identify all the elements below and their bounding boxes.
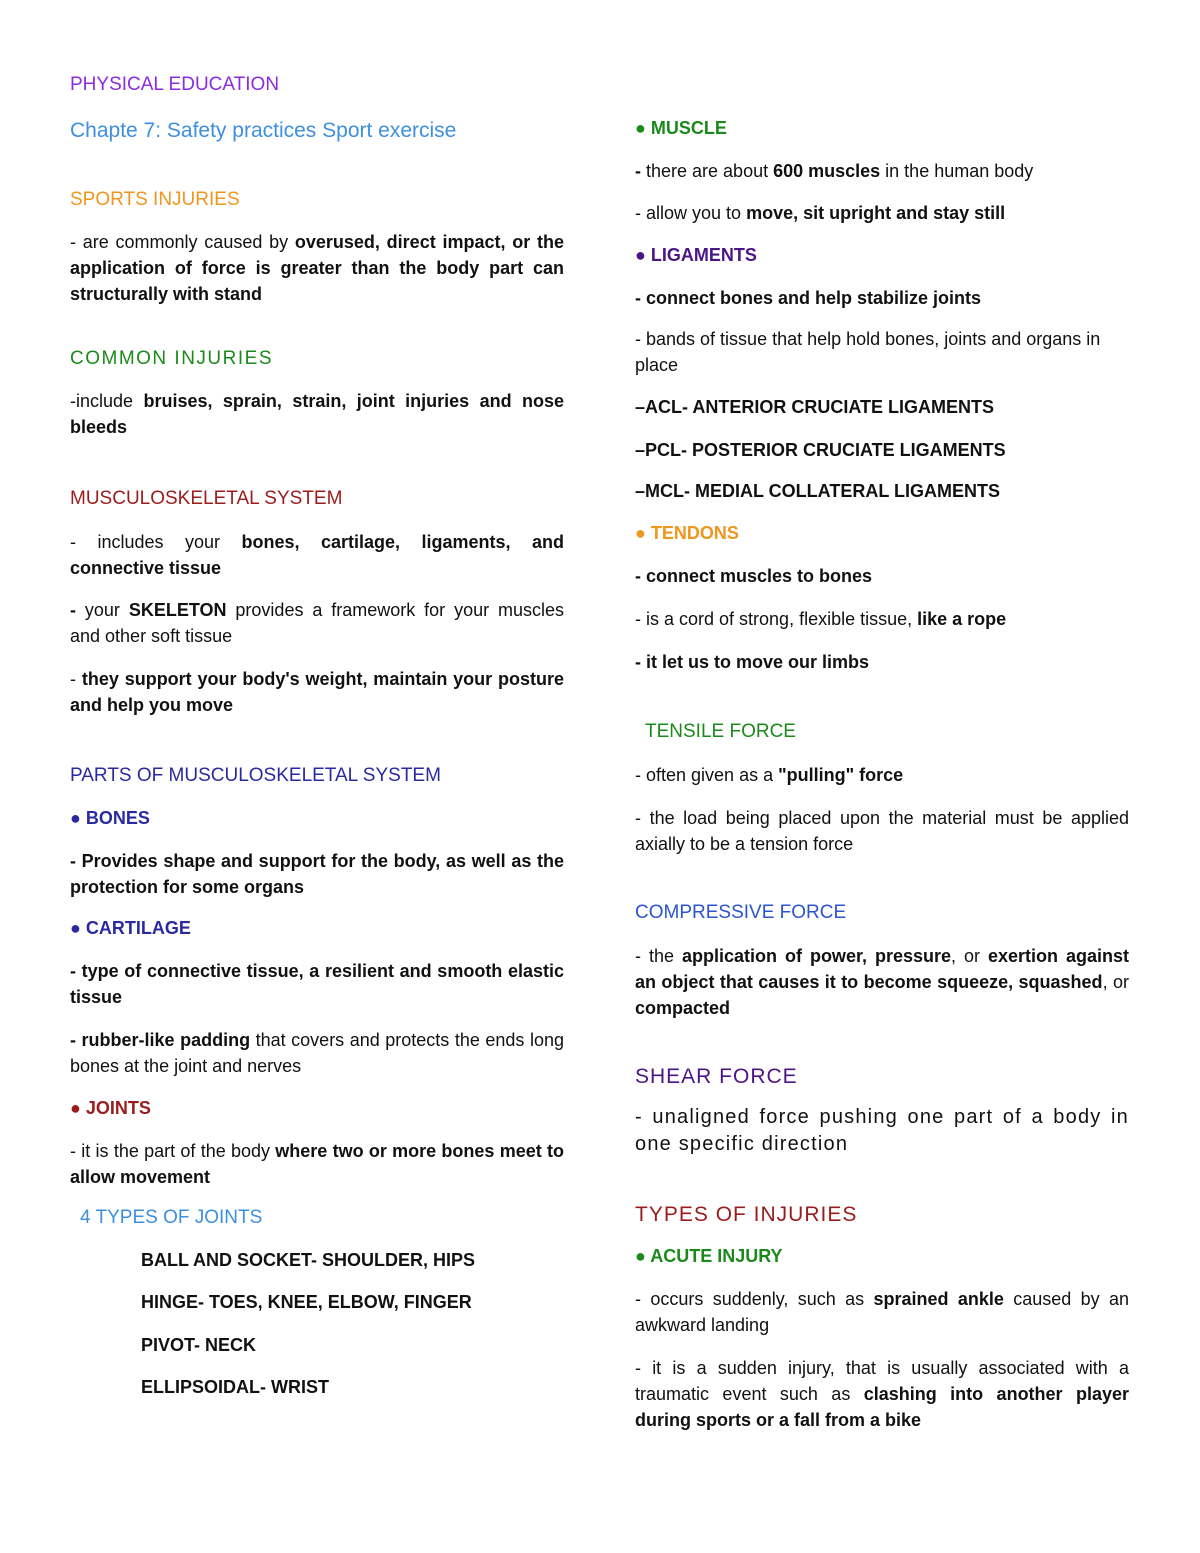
types-of-injuries-heading: TYPES OF INJURIES — [635, 1203, 858, 1226]
musculoskeletal-paragraph-2 — [70, 597, 564, 649]
cartilage-paragraph-1: - type of connective tissue, a resilient and smooth elastic tissue — [70, 961, 564, 1007]
cartilage-paragraph-2 — [70, 1027, 564, 1079]
musculoskeletal-paragraph-3 — [70, 666, 564, 718]
text-run: sprained ankle — [873, 1289, 1004, 1309]
mcl-line: –MCL- MEDIAL COLLATERAL LIGAMENTS — [635, 481, 1000, 501]
ligaments-paragraph-2: - bands of tissue that help hold bones, joints and organs in place — [635, 329, 1101, 375]
muscle-label: ● MUSCLE — [635, 118, 727, 138]
text-run: caused by an awkward landing — [635, 1289, 1129, 1335]
bones-paragraph: - Provides shape and support for the body, as well as the protection for some organs — [70, 851, 564, 897]
tensile-paragraph-1 — [635, 762, 1129, 788]
text-run: , or — [1102, 972, 1129, 992]
joint-type-item: BALL AND SOCKET- SHOULDER, HIPS — [141, 1250, 476, 1270]
text-run: - are commonly caused by — [70, 232, 295, 252]
musculoskeletal-heading: MUSCULOSKELETAL SYSTEM — [70, 488, 343, 509]
joint-type-item: HINGE- TOES, KNEE, ELBOW, FINGER — [141, 1292, 472, 1312]
types-of-joints-heading: 4 TYPES OF JOINTS — [80, 1207, 263, 1228]
cartilage-label: ● CARTILAGE — [70, 918, 191, 938]
joint-type-item: ELLIPSOIDAL- WRIST — [141, 1377, 329, 1397]
text-run: "pulling" force — [778, 765, 904, 785]
joints-paragraph — [70, 1138, 564, 1190]
text-run: SKELETON — [128, 600, 227, 620]
tensile-paragraph-2: - the load being placed upon the material must be applied axially to be a tension force — [635, 808, 1129, 854]
acl-line: –ACL- ANTERIOR CRUCIATE LIGAMENTS — [635, 397, 994, 417]
text-run: - occurs suddenly, such as — [635, 1289, 874, 1309]
text-run: where two or more bones meet to allow movement — [70, 1141, 564, 1187]
text-run: - it is a sudden injury, that is usually associated with a traumatic event such as — [635, 1358, 1129, 1404]
text-run: move, sit upright and stay still — [746, 203, 1006, 223]
text-run: - often given as a — [635, 765, 779, 785]
text-run: in the human body — [880, 161, 1034, 181]
text-run: - — [70, 600, 85, 620]
ligaments-paragraph-1: - connect bones and help stabilize joints — [635, 288, 982, 308]
text-run: - — [635, 161, 646, 181]
pcl-line: –PCL- POSTERIOR CRUCIATE LIGAMENTS — [635, 440, 1006, 460]
acute-paragraph-1 — [635, 1286, 1129, 1338]
text-run: there are about — [646, 161, 774, 181]
common-injuries-paragraph — [70, 388, 564, 440]
ligaments-label: ● LIGAMENTS — [635, 245, 757, 265]
text-run: they support your body's weight, maintain your posture and help you move — [70, 669, 565, 715]
tendons-paragraph-3: - it let us to move our limbs — [635, 652, 870, 672]
parts-heading: PARTS OF MUSCULOSKELETAL SYSTEM — [70, 765, 441, 786]
joint-type-item: PIVOT- NECK — [141, 1335, 257, 1355]
tendons-paragraph-1: - connect muscles to bones — [635, 566, 873, 586]
text-run: overused, direct impact, or the application of force is greater than the body part can structurally with stand — [70, 232, 564, 304]
shear-paragraph: - unaligned force pushing one part of a body in one specific direction — [635, 1106, 1129, 1155]
compressive-paragraph — [635, 943, 1129, 1021]
bones-label: ● BONES — [70, 808, 150, 828]
text-run: - rubber-like padding — [70, 1030, 251, 1050]
acute-paragraph-2 — [635, 1355, 1129, 1433]
sports-injuries-heading: SPORTS INJURIES — [70, 189, 240, 210]
chapter-title: Chapte 7: Safety practices Sport exercise — [70, 119, 457, 142]
compressive-force-heading: COMPRESSIVE FORCE — [635, 902, 847, 923]
text-run: - includes your — [70, 532, 242, 552]
text-run: , or — [951, 946, 988, 966]
text-run: - the — [635, 946, 682, 966]
text-run: - — [70, 669, 82, 689]
subject-title: PHYSICAL EDUCATION — [70, 74, 280, 95]
musculoskeletal-paragraph-1 — [70, 529, 564, 581]
text-run: - allow you to — [635, 203, 747, 223]
tensile-force-heading: TENSILE FORCE — [645, 721, 796, 742]
text-run: that covers and protects the ends long bones at the joint and nerves — [70, 1030, 564, 1076]
acute-injury-label: ● ACUTE INJURY — [635, 1246, 783, 1266]
text-run: your — [84, 600, 129, 620]
sports-injuries-paragraph — [70, 229, 564, 307]
text-run: - it is the part of the body — [70, 1141, 276, 1161]
text-run: provides a framework for your muscles and other soft tissue — [70, 600, 564, 646]
text-run: 600 muscles — [773, 161, 881, 181]
tendons-paragraph-2 — [635, 606, 1129, 632]
text-run: bones, cartilage, ligaments, and connective tissue — [70, 532, 564, 578]
text-run: application of power, pressure — [681, 946, 951, 966]
common-injuries-heading: COMMON INJURIES — [70, 348, 273, 369]
shear-force-heading: SHEAR FORCE — [635, 1065, 798, 1088]
tendons-label: ● TENDONS — [635, 523, 739, 543]
joints-label: ● JOINTS — [70, 1098, 151, 1118]
text-run: - is a cord of strong, flexible tissue, — [635, 609, 918, 629]
text-run: clashing into another player during sports or a fall from a bike — [635, 1384, 1130, 1430]
muscle-paragraph-1 — [635, 158, 1129, 184]
text-run: compacted — [635, 998, 731, 1018]
text-run: bruises, sprain, strain, joint injuries and nose bleeds — [70, 391, 564, 437]
text-run: like a rope — [917, 609, 1007, 629]
text-run: -include — [70, 391, 144, 411]
text-run: exertion against an object that causes it to become squeeze, squashed — [635, 946, 1129, 992]
muscle-paragraph-2 — [635, 200, 1129, 226]
